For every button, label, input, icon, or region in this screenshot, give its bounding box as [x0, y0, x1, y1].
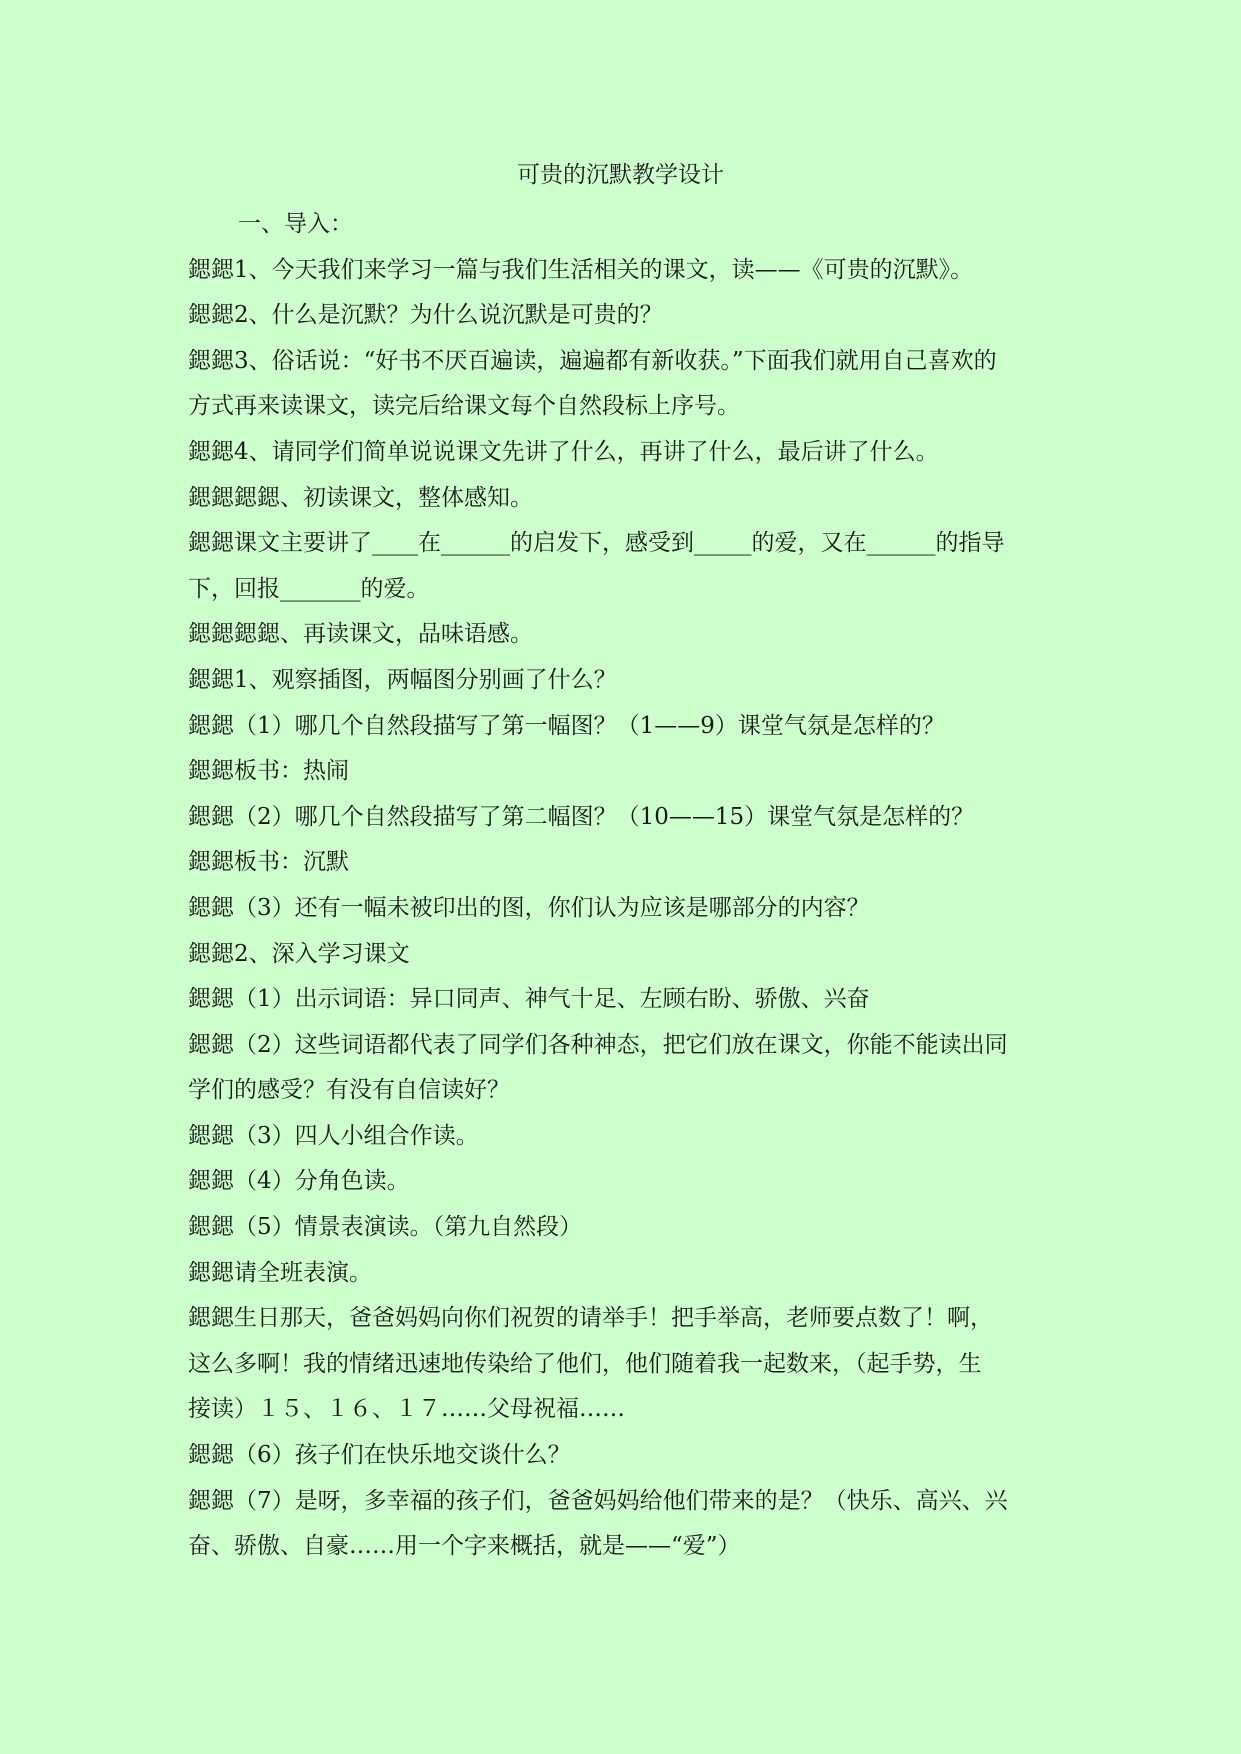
section-heading-second-reading: 鍶鍶鍶鍶、再读课文，品味语感。 [188, 621, 533, 648]
paragraph-line: 鍶鍶（2）哪几个自然段描写了第二幅图？（10——15）课堂气氛是怎样的？ [188, 803, 975, 830]
paragraph-line: 鍶鍶（2）这些词语都代表了同学们各种神态，把它们放在课文，你能不能读出同 [188, 1031, 1008, 1058]
document-body [188, 209, 1058, 1577]
paragraph-line: 鍶鍶板书：沉默 [188, 849, 349, 876]
paragraph-line: 这么多啊！我的情绪迅速地传染给了他们，他们随着我一起数来，（起手势，生 [188, 1350, 982, 1377]
paragraph-line: 鍶鍶请全班表演。 [188, 1259, 372, 1286]
paragraph-line: 鍶鍶板书：热闹 [188, 758, 349, 785]
paragraph-line: 鍶鍶（3）四人小组合作读。 [188, 1122, 479, 1149]
paragraph-line: 下，回报_______的爱。 [188, 575, 430, 602]
paragraph-line: 鍶鍶1、观察插图，两幅图分别画了什么？ [188, 666, 617, 693]
paragraph-line: 鍶鍶（5）情景表演读。（第九自然段） [188, 1214, 583, 1241]
paragraph-line: 鍶鍶（3）还有一幅未被印出的图，你们认为应该是哪部分的内容？ [188, 894, 870, 921]
paragraph-line: 鍶鍶（6）孩子们在快乐地交谈什么？ [188, 1442, 571, 1469]
section-heading-first-reading: 鍶鍶鍶鍶、初读课文，整体感知。 [188, 484, 533, 511]
paragraph-line: 鍶鍶（4）分角色读。 [188, 1168, 410, 1195]
section-heading-intro: 一、导入： [238, 211, 353, 237]
paragraph-line: 接读）１５、１６、１７……父母祝福…… [188, 1396, 625, 1423]
document-title: 可贵的沉默教学设计 [517, 162, 724, 188]
paragraph-line: 奋、骄傲、自豪……用一个字来概括，就是——“爱”） [188, 1533, 741, 1560]
paragraph-line: 鍶鍶1、今天我们来学习一篇与我们生活相关的课文，读——《可贵的沉默》。 [188, 256, 974, 283]
paragraph-line: 鍶鍶3、俗话说：“好书不厌百遍读，遍遍都有新收获。”下面我们就用自己喜欢的 [188, 347, 997, 374]
paragraph-line: 鍶鍶（1）哪几个自然段描写了第一幅图？（1——9）课堂气氛是怎样的？ [188, 712, 945, 739]
paragraph-line: 鍶鍶4、请同学们简单说说课文先讲了什么，再讲了什么，最后讲了什么。 [188, 438, 939, 465]
paragraph-line: 鍶鍶生日那天，爸爸妈妈向你们祝贺的请举手！把手举高，老师要点数了！啊， [188, 1305, 993, 1332]
paragraph-line: 鍶鍶（7）是呀，多幸福的孩子们，爸爸妈妈给他们带来的是？（快乐、高兴、兴 [188, 1487, 1008, 1514]
paragraph-line: 方式再来读课文，读完后给课文每个自然段标上序号。 [188, 393, 740, 420]
paragraph-line: 鍶鍶2、深入学习课文 [188, 940, 410, 967]
paragraph-line: 鍶鍶课文主要讲了____在______的启发下，感受到_____的爱，又在______的指导 [188, 530, 1005, 557]
paragraph-line: 鍶鍶（1）出示词语：异口同声、神气十足、左顾右盼、骄傲、兴奋 [188, 986, 870, 1013]
paragraph-line: 学们的感受？有没有自信读好？ [188, 1077, 510, 1104]
paragraph-line: 鍶鍶2、什么是沉默？为什么说沉默是可贵的？ [188, 302, 663, 329]
